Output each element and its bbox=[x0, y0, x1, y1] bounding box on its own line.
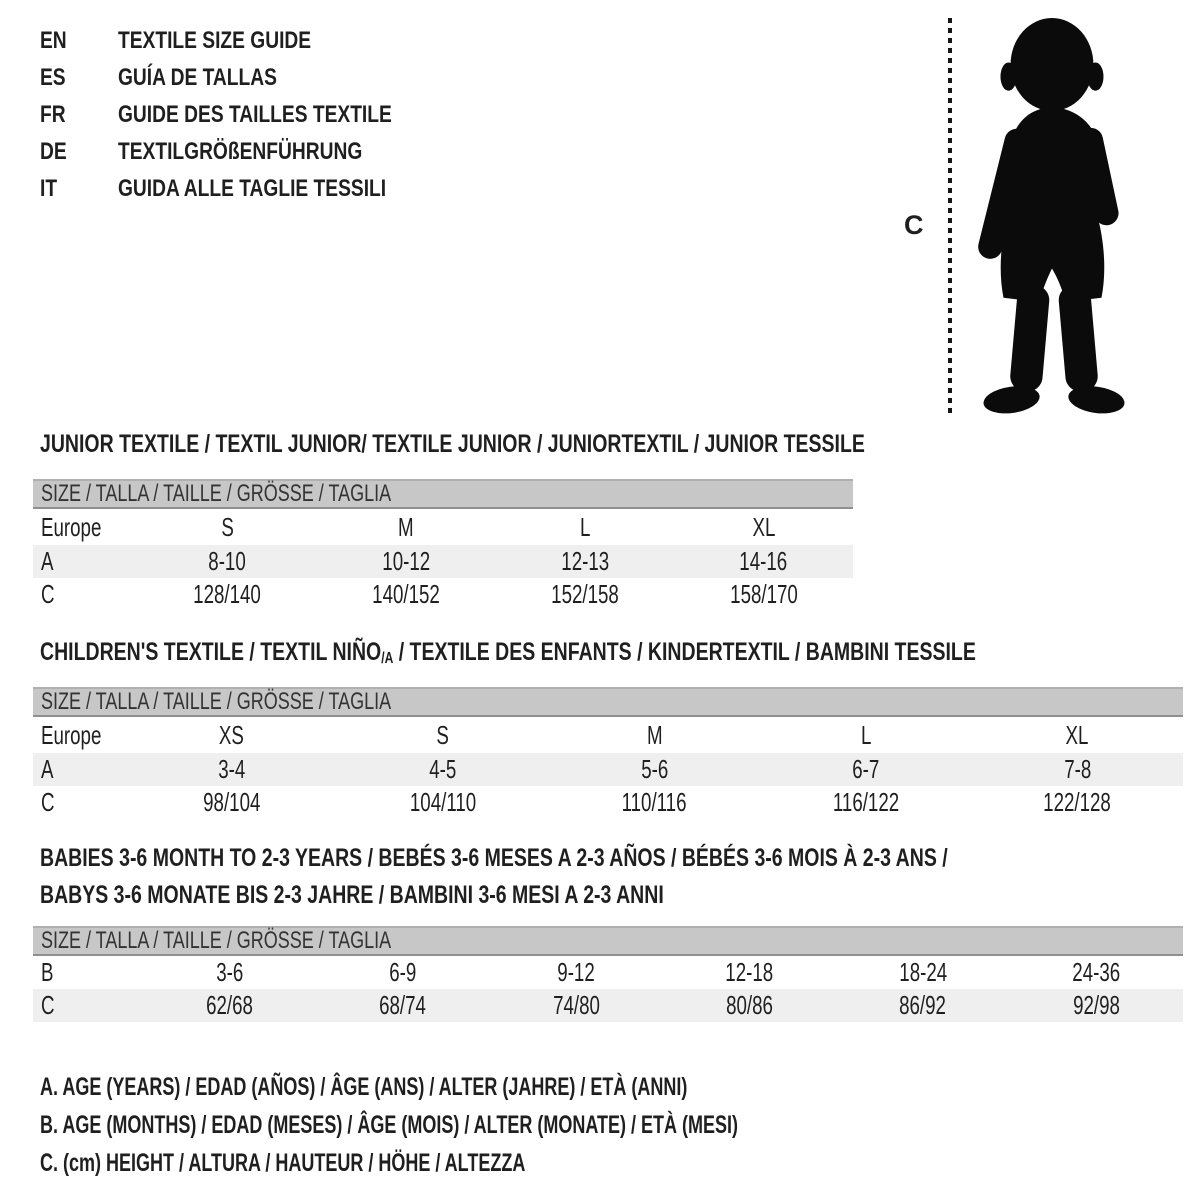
row-label: B bbox=[41, 957, 54, 987]
junior-header-row bbox=[33, 509, 853, 545]
col-header: L bbox=[860, 720, 872, 750]
lang-code: DE bbox=[40, 138, 67, 165]
lang-label: GUIDA ALLE TAGLIE TESSILI bbox=[118, 175, 387, 202]
table-cell: 158/170 bbox=[729, 579, 798, 609]
table-row-months bbox=[33, 956, 1183, 989]
col-header: Europe bbox=[41, 720, 102, 750]
col-header: M bbox=[398, 512, 414, 542]
legend-block bbox=[40, 1068, 1009, 1182]
lang-label: GUÍA DE TALLAS bbox=[118, 64, 277, 91]
table-cell: 152/158 bbox=[551, 579, 619, 609]
babies-size-table bbox=[33, 926, 1183, 1022]
lang-code: EN bbox=[40, 27, 67, 54]
children-header-row bbox=[33, 717, 1183, 753]
children-size-table bbox=[33, 687, 1183, 819]
junior-size-bar: SIZE / TALLA / TAILLE / GRÖSSE / TAGLIA bbox=[33, 479, 853, 509]
language-title-block bbox=[40, 22, 460, 207]
table-cell: 92/98 bbox=[1072, 990, 1120, 1020]
table-cell: 6-7 bbox=[852, 754, 880, 784]
col-header: XL bbox=[1065, 720, 1089, 750]
table-row-age bbox=[33, 753, 1183, 786]
junior-section-title: JUNIOR TEXTILE / TEXTIL JUNIOR/ TEXTILE JUNIOR / JUNIORTEXTIL / JUNIOR TESSILE bbox=[40, 430, 865, 458]
table-cell: 62/68 bbox=[206, 990, 254, 1020]
row-label: A bbox=[41, 754, 54, 784]
col-header: XL bbox=[752, 512, 776, 542]
table-row-height bbox=[33, 786, 1183, 819]
row-label: C bbox=[41, 787, 55, 817]
lang-row-de bbox=[40, 133, 460, 170]
lang-row-it bbox=[40, 170, 460, 207]
table-cell: 68/74 bbox=[379, 990, 427, 1020]
row-label: C bbox=[41, 579, 55, 609]
table-cell: 122/128 bbox=[1043, 787, 1112, 817]
lang-code: IT bbox=[40, 175, 58, 202]
table-cell: 10-12 bbox=[382, 546, 431, 576]
lang-code: ES bbox=[40, 64, 66, 91]
table-cell: 3-4 bbox=[218, 754, 246, 784]
lang-label: TEXTILGRÖßENFÜHRUNG bbox=[118, 138, 363, 165]
col-header: L bbox=[579, 512, 591, 542]
children-section-title: CHILDREN'S TEXTILE / TEXTIL NIÑO/A / TEXTILE DES ENFANTS / KINDERTEXTIL / BAMBINI TESSILE bbox=[40, 638, 976, 667]
table-cell: 80/86 bbox=[726, 990, 774, 1020]
table-cell: 24-36 bbox=[1072, 957, 1121, 987]
col-header: S bbox=[221, 512, 234, 542]
col-header: XS bbox=[219, 720, 245, 750]
table-cell: 4-5 bbox=[429, 754, 457, 784]
table-cell: 128/140 bbox=[193, 579, 262, 609]
lang-row-es bbox=[40, 59, 460, 96]
table-cell: 86/92 bbox=[899, 990, 947, 1020]
table-cell: 14-16 bbox=[739, 546, 788, 576]
table-cell: 18-24 bbox=[899, 957, 947, 987]
table-row-age bbox=[33, 545, 853, 578]
table-cell: 104/110 bbox=[409, 787, 477, 817]
row-label: A bbox=[41, 546, 54, 576]
table-row-height bbox=[33, 989, 1183, 1022]
row-label: C bbox=[41, 990, 55, 1020]
lang-label: GUIDE DES TAILLES TEXTILE bbox=[118, 101, 392, 128]
lang-code: FR bbox=[40, 101, 66, 128]
col-header: S bbox=[436, 720, 450, 750]
table-cell: 6-9 bbox=[389, 957, 417, 987]
table-cell: 5-6 bbox=[640, 754, 669, 784]
table-cell: 98/104 bbox=[203, 787, 261, 817]
table-row-height bbox=[33, 578, 853, 611]
table-cell: 7-8 bbox=[1063, 754, 1091, 784]
legend-line-a: A. AGE (YEARS) / EDAD (AÑOS) / ÂGE (ANS) / ALTER (JAHRE) / ETÀ (ANNI) bbox=[40, 1073, 688, 1101]
table-cell: 8-10 bbox=[208, 546, 247, 576]
table-cell: 116/122 bbox=[832, 787, 900, 817]
lang-row-en bbox=[40, 22, 460, 59]
col-header: M bbox=[646, 720, 663, 750]
babies-size-bar: SIZE / TALLA / TAILLE / GRÖSSE / TAGLIA bbox=[33, 926, 1183, 956]
legend-line-c: C. (cm) HEIGHT / ALTURA / HAUTEUR / HÖHE / ALTEZZA bbox=[40, 1149, 526, 1177]
junior-size-table bbox=[33, 479, 853, 611]
babies-section-title: BABIES 3-6 MONTH TO 2-3 YEARS / BEBÉS 3-6 MESES A 2-3 AÑOS / BÉBÉS 3-6 MOIS À 2-3 ANS / BABYS 3-6 MONATE BIS 2-3 JAHRE / BAMBINI 3-6 MESI A 2-3 ANNI bbox=[40, 844, 948, 909]
height-measure-label: C bbox=[904, 210, 924, 240]
nino-a-subscript: /A bbox=[381, 649, 394, 667]
table-cell: 9-12 bbox=[557, 957, 596, 987]
legend-line-b: B. AGE (MONTHS) / EDAD (MESES) / ÂGE (MOIS) / ALTER (MONATE) / ETÀ (MESI) bbox=[40, 1111, 738, 1139]
table-cell: 140/152 bbox=[372, 579, 440, 609]
col-header: Europe bbox=[41, 512, 102, 542]
table-cell: 110/116 bbox=[622, 787, 687, 817]
children-size-bar: SIZE / TALLA / TAILLE / GRÖSSE / TAGLIA bbox=[33, 687, 1183, 717]
table-cell: 74/80 bbox=[552, 990, 600, 1020]
height-measure-dotted-line bbox=[948, 18, 952, 416]
table-cell: 12-13 bbox=[560, 546, 609, 576]
table-cell: 3-6 bbox=[216, 957, 244, 987]
lang-label: TEXTILE SIZE GUIDE bbox=[118, 27, 312, 54]
baby-silhouette-icon bbox=[963, 14, 1145, 418]
lang-row-fr bbox=[40, 96, 460, 133]
table-cell: 12-18 bbox=[725, 957, 774, 987]
